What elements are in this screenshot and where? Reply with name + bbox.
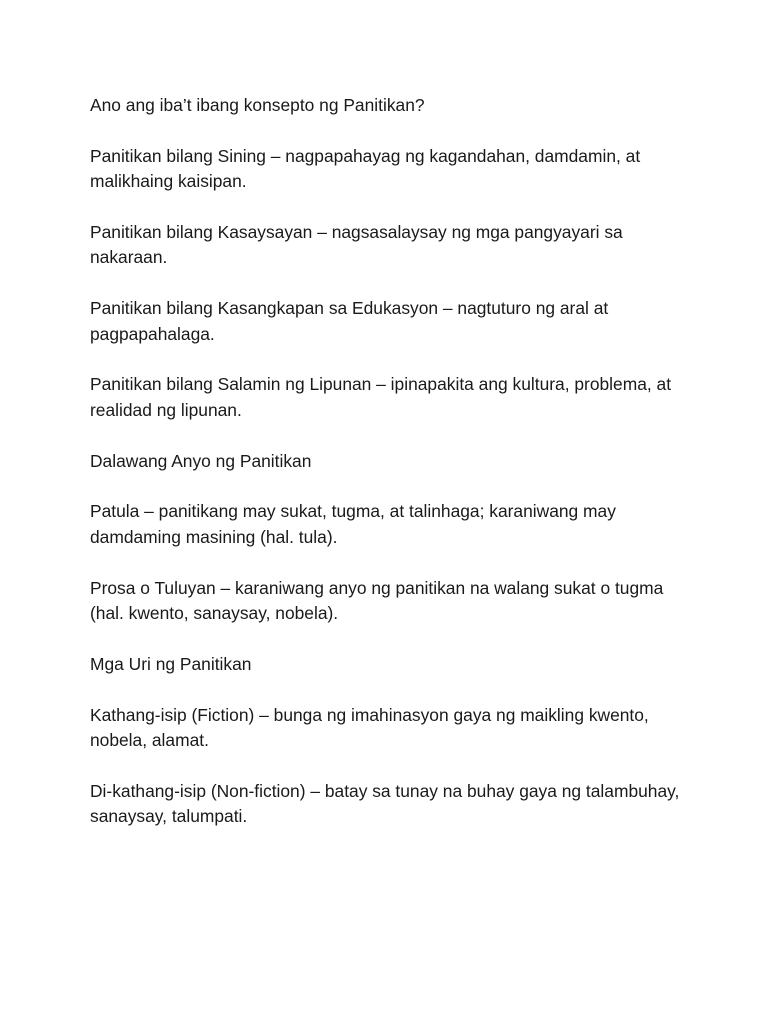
question-heading: Ano ang iba’t ibang konsepto ng Panitikan? [90, 95, 425, 115]
concept-sining: Panitikan bilang Sining – nagpapahayag ng kagandahan, damdamin, at malikhaing kaisipan. [90, 145, 641, 192]
anyo-patula: Patula – panitikang may sukat, tugma, at talinhaga; karaniwang may damdaming masining (hal. tula). [90, 501, 616, 547]
uri-di-kathang-isip: Di-kathang-isip (Non-fiction) – batay sa tunay na buhay gaya ng talambuhay, sanaysay, talumpati. [90, 780, 680, 827]
document-body [90, 93, 690, 855]
section-heading-anyo: Dalawang Anyo ng Panitikan [90, 450, 312, 471]
section-heading-uri: Mga Uri ng Panitikan [90, 653, 252, 674]
uri-kathang-isip: Kathang-isip (Fiction) – bunga ng imahinasyon gaya ng maikling kwento, nobela, alamat. [90, 704, 649, 751]
anyo-prosa: Prosa o Tuluyan – karaniwang anyo ng panitikan na walang sukat o tugma (hal. kwento, sanaysay, nobela). [90, 577, 664, 624]
concept-edukasyon: Panitikan bilang Kasangkapan sa Edukasyon – nagtuturo ng aral at pagpapahalaga. [90, 298, 609, 344]
concept-kasaysayan: Panitikan bilang Kasaysayan – nagsasalaysay ng mga pangyayari sa nakaraan. [90, 222, 623, 268]
concept-lipunan: Panitikan bilang Salamin ng Lipunan – ipinapakita ang kultura, problema, at realidad ng lipunan. [90, 374, 672, 420]
